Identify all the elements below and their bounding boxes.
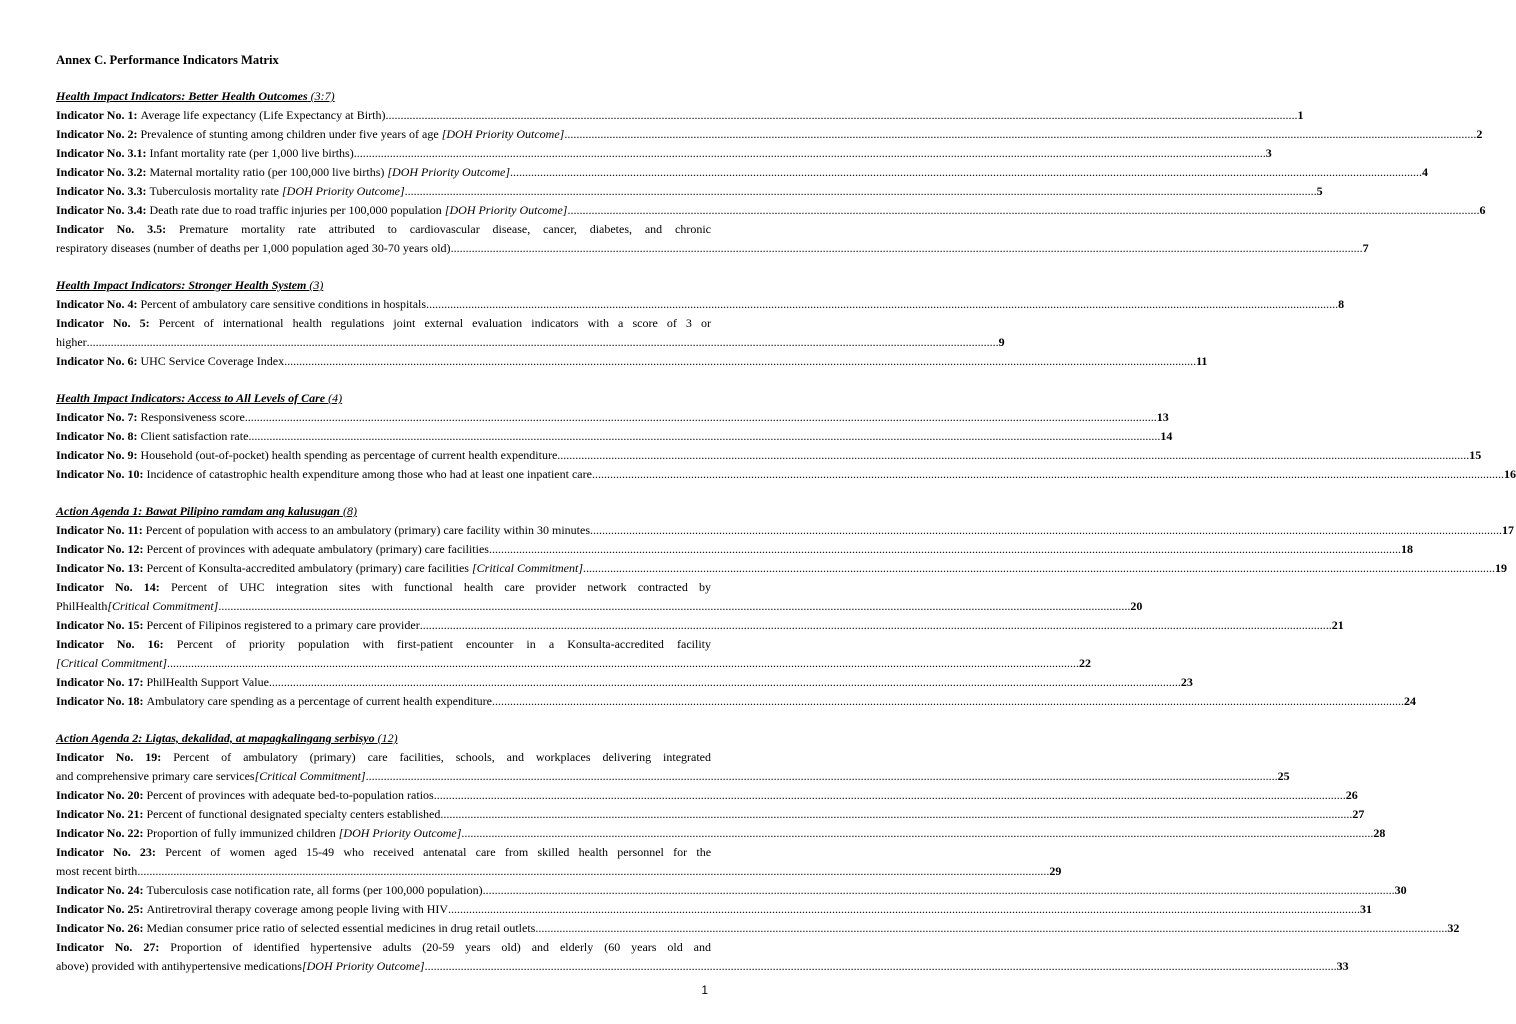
- indicator-tag: [Critical Commitment]: [254, 769, 366, 783]
- indicator-text-wrap: [146, 881, 482, 900]
- indicator-text-wrap: [146, 616, 419, 635]
- indicator-label: Indicator No. 3.3:: [56, 184, 147, 198]
- leader-dots: [426, 295, 1338, 314]
- indicator-label: Indicator No. 24:: [56, 883, 144, 897]
- leader-dots: [425, 957, 1337, 976]
- indicator-tag: [DOH Priority Outcome]: [338, 826, 462, 840]
- leader-dots: [492, 692, 1404, 711]
- indicator-section: [56, 389, 1516, 484]
- leader-dots: [218, 597, 1130, 616]
- indicator-text-line1: Percent of women aged 15-49 who received antenatal care from skilled health personnel for the: [165, 845, 712, 859]
- indicator-text-wrap: [140, 408, 244, 427]
- leader-dots: [405, 182, 1317, 201]
- page-title: Annex C. Performance Indicators Matrix: [56, 53, 279, 67]
- indicator-tag: [DOH Priority Outcome]: [282, 184, 405, 198]
- indicator-text-wrap: [146, 919, 535, 938]
- indicator-label: Indicator No. 4:: [56, 297, 138, 311]
- indicator-tag: [Critical Commitment]: [56, 656, 168, 670]
- page-ref: 4: [1422, 165, 1429, 179]
- page-ref: 24: [1403, 694, 1416, 708]
- page-ref: 22: [1079, 656, 1092, 670]
- indicator-text-line2: PhilHealth: [56, 599, 108, 613]
- indicator-text-line2: higher: [56, 335, 87, 349]
- indicator-text-line1: Premature mortality rate attributed to cardiovascular disease, cancer, diabetes, and chronic: [178, 222, 711, 236]
- page-ref: 9: [998, 335, 1005, 349]
- indicator-text: Percent of ambulatory care sensitive conditions in hospitals: [140, 297, 427, 311]
- indicator-section: [56, 729, 1460, 976]
- leader-dots: [590, 521, 1502, 540]
- section-heading-text: Health Impact Indicators: Access to All Levels of Care: [56, 391, 326, 405]
- toc-entry[interactable]: [56, 201, 1486, 220]
- page-number: 1: [701, 983, 708, 997]
- leader-dots: [385, 106, 1297, 125]
- indicator-section: [56, 87, 1486, 258]
- toc-entry[interactable]: [56, 314, 1005, 352]
- toc-entry[interactable]: [56, 843, 1062, 881]
- page-ref: 20: [1130, 599, 1143, 613]
- toc-entry[interactable]: [56, 578, 1143, 616]
- indicator-label: Indicator No. 10:: [56, 467, 144, 481]
- sections-container: [56, 87, 1516, 976]
- indicator-label: Indicator No. 23:: [56, 845, 156, 859]
- indicator-section: [56, 276, 1345, 371]
- indicator-label: Indicator No. 20:: [56, 788, 144, 802]
- indicator-text-wrap: [146, 559, 583, 578]
- indicator-text: Incidence of catastrophic health expenditure among those who had at least one inpatient care: [146, 467, 592, 481]
- leader-dots: [483, 881, 1395, 900]
- indicator-text-wrap: [146, 692, 492, 711]
- toc-entry[interactable]: [56, 220, 1369, 258]
- leader-dots: [420, 616, 1332, 635]
- leader-dots: [248, 427, 1160, 446]
- indicator-text: Tuberculosis mortality rate: [149, 184, 282, 198]
- leader-dots: [284, 352, 1196, 371]
- page-ref: 27: [1352, 807, 1365, 821]
- indicator-text-wrap: [140, 295, 426, 314]
- indicator-label: Indicator No. 13:: [56, 561, 144, 575]
- indicator-text-line1: Percent of priority population with first-patient encounter in a Konsulta-accredited facility: [176, 637, 711, 651]
- indicator-text-line1: Percent of international health regulations joint external evaluation indicators with a score of 3 or: [158, 316, 712, 330]
- indicator-text-wrap: [140, 427, 248, 446]
- indicator-text-wrap: [146, 786, 433, 805]
- leader-dots: [592, 465, 1504, 484]
- indicator-text: Percent of provinces with adequate bed-to-population ratios: [146, 788, 434, 802]
- indicator-section: [56, 502, 1514, 711]
- toc-entry[interactable]: [56, 786, 1358, 805]
- indicator-label: Indicator No. 26:: [56, 921, 144, 935]
- indicator-tag: [DOH Priority Outcome]: [387, 165, 511, 179]
- leader-dots: [269, 673, 1181, 692]
- page-ref: 16: [1503, 467, 1516, 481]
- indicator-tag: [DOH Priority Outcome]: [441, 127, 565, 141]
- indicator-label: Indicator No. 19:: [56, 750, 162, 764]
- section-heading: [56, 729, 711, 748]
- page-ref: 32: [1447, 921, 1460, 935]
- leader-dots: [137, 862, 1049, 881]
- section-count: (3:7): [310, 89, 335, 103]
- page-ref: 15: [1469, 448, 1482, 462]
- section-heading-text: Health Impact Indicators: Better Health Outcomes: [56, 89, 308, 103]
- toc-entry[interactable]: [56, 616, 1344, 635]
- leader-dots: [461, 824, 1373, 843]
- page-ref: 6: [1479, 203, 1486, 217]
- toc-entry[interactable]: [56, 881, 1407, 900]
- page-ref: 3: [1265, 146, 1272, 160]
- page-ref: 30: [1394, 883, 1407, 897]
- indicator-text-wrap: [146, 521, 590, 540]
- toc-entry[interactable]: [56, 465, 1516, 484]
- page-ref: 31: [1360, 902, 1373, 916]
- page-ref: 17: [1502, 523, 1514, 537]
- indicator-text: Death rate due to road traffic injuries per 100,000 population: [149, 203, 445, 217]
- indicator-text-line2: and comprehensive primary care services: [56, 769, 255, 783]
- indicator-text-wrap: [146, 805, 440, 824]
- indicator-text: Ambulatory care spending as a percentage of current health expenditure: [146, 694, 492, 708]
- indicator-label: Indicator No. 6:: [56, 354, 138, 368]
- indicator-text: Percent of Konsulta-accredited ambulatory (primary) care facilities: [146, 561, 472, 575]
- toc-entry[interactable]: [56, 540, 1413, 559]
- indicator-tag: [Critical Commitment]: [107, 599, 219, 613]
- section-count: (3): [309, 278, 324, 292]
- indicator-text-wrap: [146, 673, 268, 692]
- toc-entry[interactable]: [56, 938, 1349, 976]
- toc-entry[interactable]: [56, 182, 1323, 201]
- document-page: [56, 50, 1516, 994]
- toc-entry[interactable]: [56, 408, 1169, 427]
- leader-dots: [564, 125, 1476, 144]
- indicator-text-wrap: [140, 106, 385, 125]
- indicator-label: Indicator No. 27:: [56, 940, 160, 954]
- leader-dots: [567, 201, 1479, 220]
- indicator-text-line1: Proportion of identified hypertensive adults (20-59 years old) and elderly (60 years old and: [170, 940, 711, 954]
- page-ref: 33: [1336, 959, 1349, 973]
- leader-dots: [87, 333, 999, 352]
- indicator-label: Indicator No. 5:: [56, 316, 150, 330]
- indicator-label: Indicator No. 8:: [56, 429, 138, 443]
- section-heading: [56, 87, 711, 106]
- page-ref: 26: [1345, 788, 1358, 802]
- toc-entry[interactable]: [56, 748, 1290, 786]
- indicator-label: Indicator No. 3.4:: [56, 203, 147, 217]
- toc-entry[interactable]: [56, 163, 1429, 182]
- indicator-text: Antiretroviral therapy coverage among people living with HIV: [146, 902, 449, 916]
- indicator-label: Indicator No. 9:: [56, 448, 138, 462]
- indicator-text-wrap: [146, 900, 448, 919]
- page-ref: 19: [1495, 561, 1507, 575]
- indicator-text-wrap: [149, 182, 404, 201]
- page-ref: 28: [1373, 826, 1386, 840]
- indicator-text-wrap: [146, 540, 489, 559]
- indicator-label: Indicator No. 21:: [56, 807, 144, 821]
- page-ref: 5: [1316, 184, 1323, 198]
- leader-dots: [167, 654, 1079, 673]
- page-ref: 13: [1156, 410, 1169, 424]
- leader-dots: [354, 144, 1266, 163]
- indicator-label: Indicator No. 25:: [56, 902, 144, 916]
- indicator-label: Indicator No. 18:: [56, 694, 144, 708]
- indicator-text: UHC Service Coverage Index: [140, 354, 285, 368]
- toc-entry[interactable]: [56, 919, 1460, 938]
- section-heading: [56, 502, 711, 521]
- leader-dots: [366, 767, 1278, 786]
- leader-dots: [448, 900, 1360, 919]
- page-ref: 29: [1049, 864, 1062, 878]
- indicator-text: Percent of population with access to an ambulatory (primary) care facility within 30 minutes: [145, 523, 590, 537]
- indicator-tag: [DOH Priority Outcome]: [444, 203, 568, 217]
- indicator-text-wrap: [149, 144, 353, 163]
- indicator-tag: [DOH Priority Outcome]: [301, 959, 425, 973]
- toc-entry[interactable]: [56, 824, 1386, 843]
- indicator-text-wrap: [140, 352, 284, 371]
- section-heading-text: Health Impact Indicators: Stronger Health System: [56, 278, 307, 292]
- indicator-text: Prevalence of stunting among children under five years of age: [140, 127, 442, 141]
- toc-entry[interactable]: [56, 900, 1373, 919]
- section-heading-text: Action Agenda 2: Ligtas, dekalidad, at mapagkalingang serbisyo: [56, 731, 375, 745]
- indicator-tag: [Critical Commitment]: [471, 561, 583, 575]
- indicator-text: PhilHealth Support Value: [146, 675, 269, 689]
- indicator-text: Client satisfaction rate: [140, 429, 249, 443]
- indicator-text-line2: above) provided with antihypertensive medications: [56, 959, 302, 973]
- indicator-label: Indicator No. 22:: [56, 826, 144, 840]
- toc-entry[interactable]: [56, 125, 1483, 144]
- section-count: (4): [328, 391, 343, 405]
- leader-dots: [434, 786, 1346, 805]
- indicator-text: Household (out-of-pocket) health spending as percentage of current health expenditure: [140, 448, 558, 462]
- indicator-text: Percent of functional designated specialty centers established: [146, 807, 441, 821]
- indicator-label: Indicator No. 17:: [56, 675, 144, 689]
- toc-entry[interactable]: [56, 427, 1173, 446]
- indicator-label: Indicator No. 3.1:: [56, 146, 147, 160]
- indicator-text: Percent of Filipinos registered to a primary care provider: [146, 618, 420, 632]
- toc-entry[interactable]: [56, 295, 1345, 314]
- indicator-text-line2: most recent birth: [56, 864, 138, 878]
- section-count: (12): [377, 731, 398, 745]
- page-ref: 14: [1160, 429, 1173, 443]
- leader-dots: [535, 919, 1447, 938]
- page-ref: 11: [1196, 354, 1208, 368]
- page-ref: 8: [1338, 297, 1345, 311]
- toc-entry[interactable]: [56, 144, 1272, 163]
- indicator-text-wrap: [149, 201, 567, 220]
- indicator-text-line2: respiratory diseases (number of deaths per 1,000 population aged 30-70 years old): [56, 241, 451, 255]
- indicator-text: Maternal mortality ratio (per 100,000 live births): [149, 165, 388, 179]
- indicator-label: Indicator No. 3.2:: [56, 165, 147, 179]
- toc-entry[interactable]: [56, 559, 1507, 578]
- indicator-text-wrap: [149, 163, 510, 182]
- indicator-label: Indicator No. 2:: [56, 127, 138, 141]
- leader-dots: [451, 239, 1363, 258]
- section-heading: [56, 276, 711, 295]
- section-count: (8): [342, 504, 357, 518]
- indicator-text: Average life expectancy (Life Expectancy at Birth): [140, 108, 386, 122]
- leader-dots: [510, 163, 1422, 182]
- indicator-label: Indicator No. 1:: [56, 108, 138, 122]
- page-ref: 7: [1362, 241, 1369, 255]
- toc-entry[interactable]: [56, 692, 1416, 711]
- indicator-label: Indicator No. 12:: [56, 542, 144, 556]
- indicator-text-wrap: [146, 465, 592, 484]
- indicator-text-wrap: [140, 125, 564, 144]
- indicator-text-line1: Percent of UHC integration sites with functional health care provider network contracted by: [171, 580, 712, 594]
- indicator-text: Median consumer price ratio of selected essential medicines in drug retail outlets: [146, 921, 536, 935]
- toc-entry[interactable]: [56, 521, 1514, 540]
- leader-dots: [583, 559, 1495, 578]
- indicator-label: Indicator No. 15:: [56, 618, 144, 632]
- indicator-text: Percent of provinces with adequate ambulatory (primary) care facilities: [146, 542, 489, 556]
- page-ref: 2: [1476, 127, 1483, 141]
- indicator-label: Indicator No. 7:: [56, 410, 138, 424]
- page-ref: 1: [1297, 108, 1304, 122]
- indicator-label: Indicator No. 14:: [56, 580, 160, 594]
- indicator-text: Responsiveness score: [140, 410, 245, 424]
- leader-dots: [245, 408, 1157, 427]
- leader-dots: [440, 805, 1352, 824]
- page-ref: 21: [1331, 618, 1344, 632]
- toc-entry[interactable]: [56, 673, 1193, 692]
- indicator-text-wrap: [146, 824, 461, 843]
- indicator-text: Proportion of fully immunized children: [146, 826, 339, 840]
- indicator-text: Tuberculosis case notification rate, all forms (per 100,000 population): [146, 883, 483, 897]
- page-ref: 18: [1400, 542, 1413, 556]
- section-heading: [56, 389, 711, 408]
- section-heading-text: Action Agenda 1: Bawat Pilipino ramdam ang kalusugan: [56, 504, 340, 518]
- toc-entry[interactable]: [56, 635, 1092, 673]
- indicator-label: Indicator No. 11:: [56, 523, 143, 537]
- leader-dots: [557, 446, 1469, 465]
- page-ref: 23: [1180, 675, 1193, 689]
- toc-entry[interactable]: [56, 106, 1304, 125]
- indicator-label: Indicator No. 16:: [56, 637, 164, 651]
- toc-entry[interactable]: [56, 446, 1482, 465]
- indicator-text-wrap: [140, 446, 557, 465]
- page-ref: 25: [1277, 769, 1290, 783]
- toc-entry[interactable]: [56, 352, 1208, 371]
- indicator-text: Infant mortality rate (per 1,000 live births): [149, 146, 354, 160]
- toc-entry[interactable]: [56, 805, 1365, 824]
- leader-dots: [489, 540, 1401, 559]
- indicator-text-line1: Percent of ambulatory (primary) care facilities, schools, and workplaces delivering integrated: [173, 750, 712, 764]
- indicator-label: Indicator No. 3.5:: [56, 222, 167, 236]
